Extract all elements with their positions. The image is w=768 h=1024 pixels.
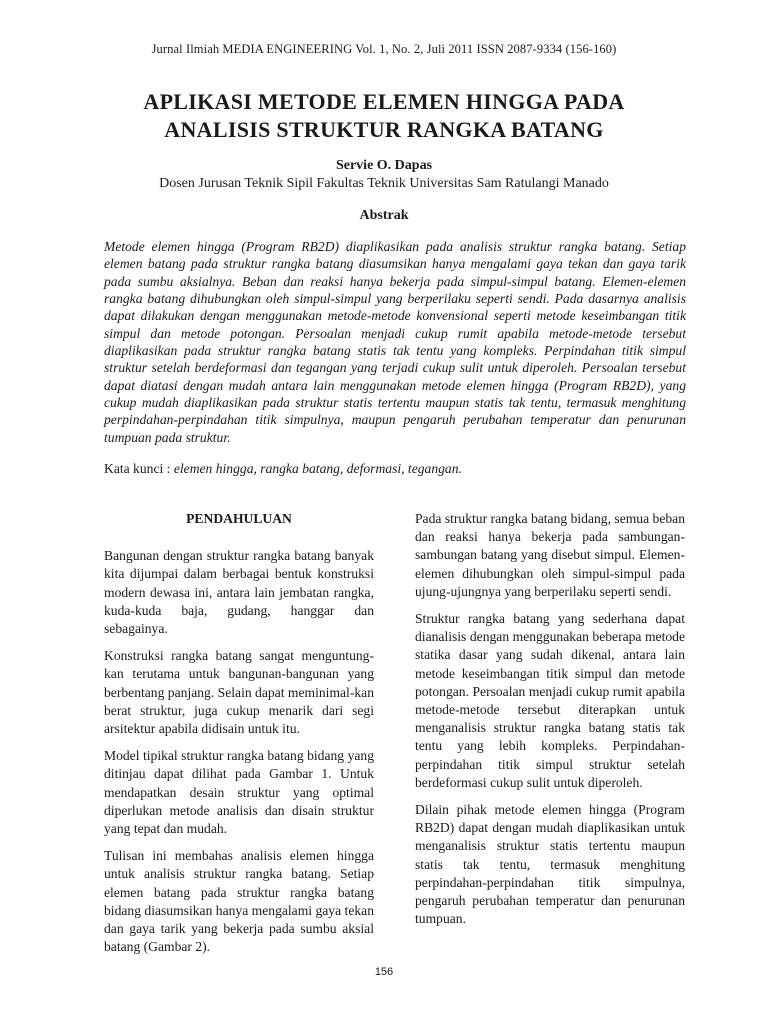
body-paragraph: Pada struktur rangka batang bidang, semua beban dan reaksi hanya bekerja pada sambungan-sambungan batang yang disebut simpul. Elemen-elemen dihubungkan oleh simpul-simpul pada ujung-ujungnya yang berperilaku seperti sendi. <box>415 511 685 599</box>
paper-title-line-2: ANALISIS STRUKTUR RANGKA BATANG <box>164 117 604 142</box>
body-paragraph: Tulisan ini membahas analisis elemen hingga untuk analisis struktur rangka batang. Setiap elemen batang pada struktur rangka batang bidang diasumsikan hanya mengalami gaya tekan dan gaya tarik yang bekerja pada sumbu aksial batang (Gambar 2). <box>104 848 374 955</box>
body-paragraph: Struktur rangka batang yang sederhana dapat dianalisis dengan menggunakan beberapa metode statika dasar yang sudah dikenal, antara lain metode keseimbangan titik simpul dan metode potongan. Persoalan menjadi cukup rumit apabila metode-metode tersebut diterapkan untuk menganalisis struktur rangka batang statis tak tentu yang lebih kompleks. Perpindahan-perpindahan titik simpul struktur setelah berdeformasi cukup sulit untuk diperoleh. <box>415 611 685 790</box>
journal-header: Jurnal Ilmiah MEDIA ENGINEERING Vol. 1, No. 2, Juli 2011 ISSN 2087-9334 (156-160) <box>151 42 617 56</box>
keywords <box>104 460 686 478</box>
abstract-text: Metode elemen hingga (Program RB2D) diaplikasikan pada analisis struktur rangka batang. Setiap elemen batang pada struktur rangka batang diasumsikan hanya mengalami gaya tekan dan gaya tarik pada sumbu aksialnya. Beban dan reaksi hanya bekerja pada simpul-simpul batang. Elemen-elemen rangka batang dihubungkan oleh simpul-simpul yang berperilaku seperti sendi. Pada dasarnya analisis dapat dilakukan dengan menggunakan metode-metode konvensional seperti metode keseimbangan titik simpul dan metode potongan. Persoalan menjadi cukup rumit apabila metode-metode tersebut diaplikasikan pada struktur rangka batang statis tak tentu yang kompleks. Perpindahan titik simpul struktur setelah berdeformasi dan tegangan yang terjadi cukup sulit untuk diperoleh. Persoalan tersebut dapat diatasi dengan mudah antara lain menggunakan metode elemen hingga (Program RB2D), yang cukup mudah diaplikasikan pada struktur statis tertentu maupun statis tak tentu, termasuk menghitung perpindahan-perpindahan titik simpulnya, maupun pengaruh perubahan temperatur dan penurunan tumpuan pada struktur. <box>104 239 686 445</box>
keywords-values: elemen hingga, rangka batang, deformasi, tegangan. <box>173 461 462 476</box>
page-number: 156 <box>374 966 394 978</box>
paper-title <box>60 88 708 144</box>
right-column <box>415 510 685 937</box>
body-paragraph: Dilain pihak metode elemen hingga (Program RB2D) dapat dengan mudah diaplikasikan untuk menganalisis struktur statis tertentu maupun statis tak tentu, termasuk menghitung perpindahan-perpindahan titik simpulnya, pengaruh perubahan temperatur dan penurunan tumpuan. <box>415 802 685 927</box>
keywords-label: Kata kunci : <box>104 461 174 476</box>
body-paragraph: Bangunan dengan struktur rangka batang banyak kita dijumpai dalam berbagai bentuk konstruksi modern dewasa ini, antara lain jembatan rangka, kuda-kuda baja, gudang, hanggar dan sebagainya. <box>104 548 374 637</box>
paper-title-line-1: APLIKASI METODE ELEMEN HINGGA PADA <box>143 89 625 114</box>
body-paragraph: Model tipikal struktur rangka batang bidang yang ditinjau dapat dilihat pada Gambar 1. Untuk mendapatkan desain struktur yang optimal diperlukan metode analisis dan disain struktur yang tepat dan mudah. <box>104 748 374 837</box>
section-heading-pendahuluan: PENDAHULUAN <box>186 511 292 526</box>
abstract-heading: Abstrak <box>359 208 409 223</box>
left-column <box>104 510 374 965</box>
body-paragraph: Konstruksi rangka batang sangat menguntung-kan terutama untuk bangunan-bangunan yang berbentang panjang. Selain dapat meminimal-kan berat struktur, juga cukup menarik dari segi arsitektur apabila didisain untuk itu. <box>104 648 374 737</box>
author-name: Servie O. Dapas <box>335 158 433 173</box>
author-affiliation: Dosen Jurusan Teknik Sipil Fakultas Teknik Universitas Sam Ratulangi Manado <box>159 176 609 191</box>
